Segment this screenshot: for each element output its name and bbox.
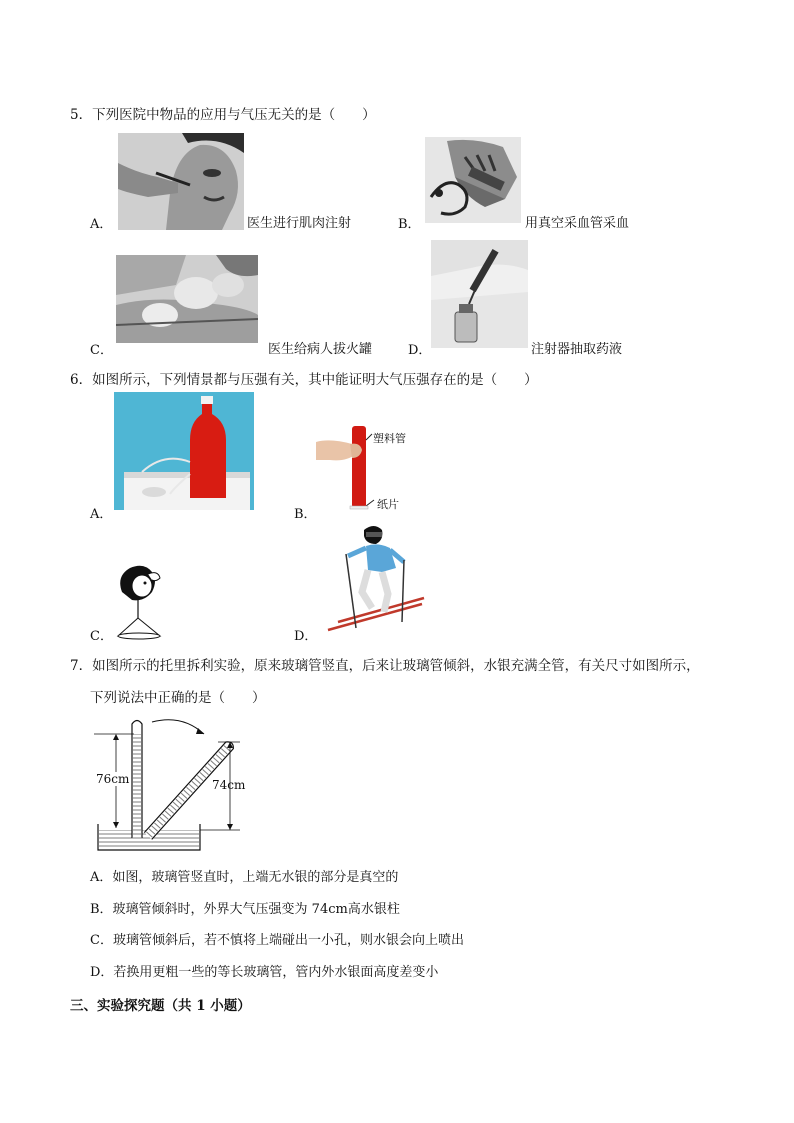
q6-d-image xyxy=(326,522,426,634)
q6-b-label-tube: 塑料管 xyxy=(373,432,406,445)
q5-c-letter: C． xyxy=(90,343,113,358)
q7-option-c: C．玻璃管倾斜后，若不慎将上端碰出一小孔，则水银会向上喷出 xyxy=(90,933,464,948)
q7-option-d: D．若换用更粗一些的等长玻璃管，管内外水银面高度差变小 xyxy=(90,965,439,980)
q7-stem-line1: 7．如图所示的托里拆利实验，原来玻璃管竖直，后来让玻璃管倾斜，水银充满全管，有关尺寸如图所示， xyxy=(70,658,700,674)
q6-b-label-paper: 纸片 xyxy=(377,498,399,511)
q6-d-letter: D． xyxy=(294,629,318,644)
section-3-title: 三、实验探究题（共 1 小题） xyxy=(70,998,251,1014)
q5-c-text: 医生给病人拔火罐 xyxy=(268,342,373,357)
q5-a-letter: A． xyxy=(90,217,113,232)
q5-c-image xyxy=(116,255,258,343)
q5-d-text: 注射器抽取药液 xyxy=(531,342,623,357)
q6-b-letter: B． xyxy=(294,507,317,522)
q5-a-text: 医生进行肌肉注射 xyxy=(247,216,352,231)
q5-b-text: 用真空采血管采血 xyxy=(525,216,630,231)
q7-label-76cm: 76cm xyxy=(96,772,130,786)
q7-stem-line2: 下列说法中正确的是（ ） xyxy=(90,690,266,706)
q5-stem: 5．下列医院中物品的应用与气压无关的是（ ） xyxy=(70,107,376,123)
q5-d-letter: D． xyxy=(408,343,432,358)
q5-b-letter: B． xyxy=(398,217,421,232)
q5-d-image xyxy=(431,240,528,348)
q5-b-image xyxy=(425,137,521,223)
q6-c-letter: C． xyxy=(90,629,113,644)
q6-c-image xyxy=(108,562,168,644)
q7-option-b: B．玻璃管倾斜时，外界大气压强变为 74cm高水银柱 xyxy=(90,902,400,917)
q6-stem: 6．如图所示，下列情景都与压强有关，其中能证明大气压强存在的是（ ） xyxy=(70,372,538,388)
q5-a-image xyxy=(118,133,244,230)
q7-label-74cm: 74cm xyxy=(212,778,246,792)
q6-a-image xyxy=(114,392,254,510)
q6-a-letter: A． xyxy=(90,507,113,522)
q7-option-a: A．如图，玻璃管竖直时，上端无水银的部分是真空的 xyxy=(90,870,399,885)
